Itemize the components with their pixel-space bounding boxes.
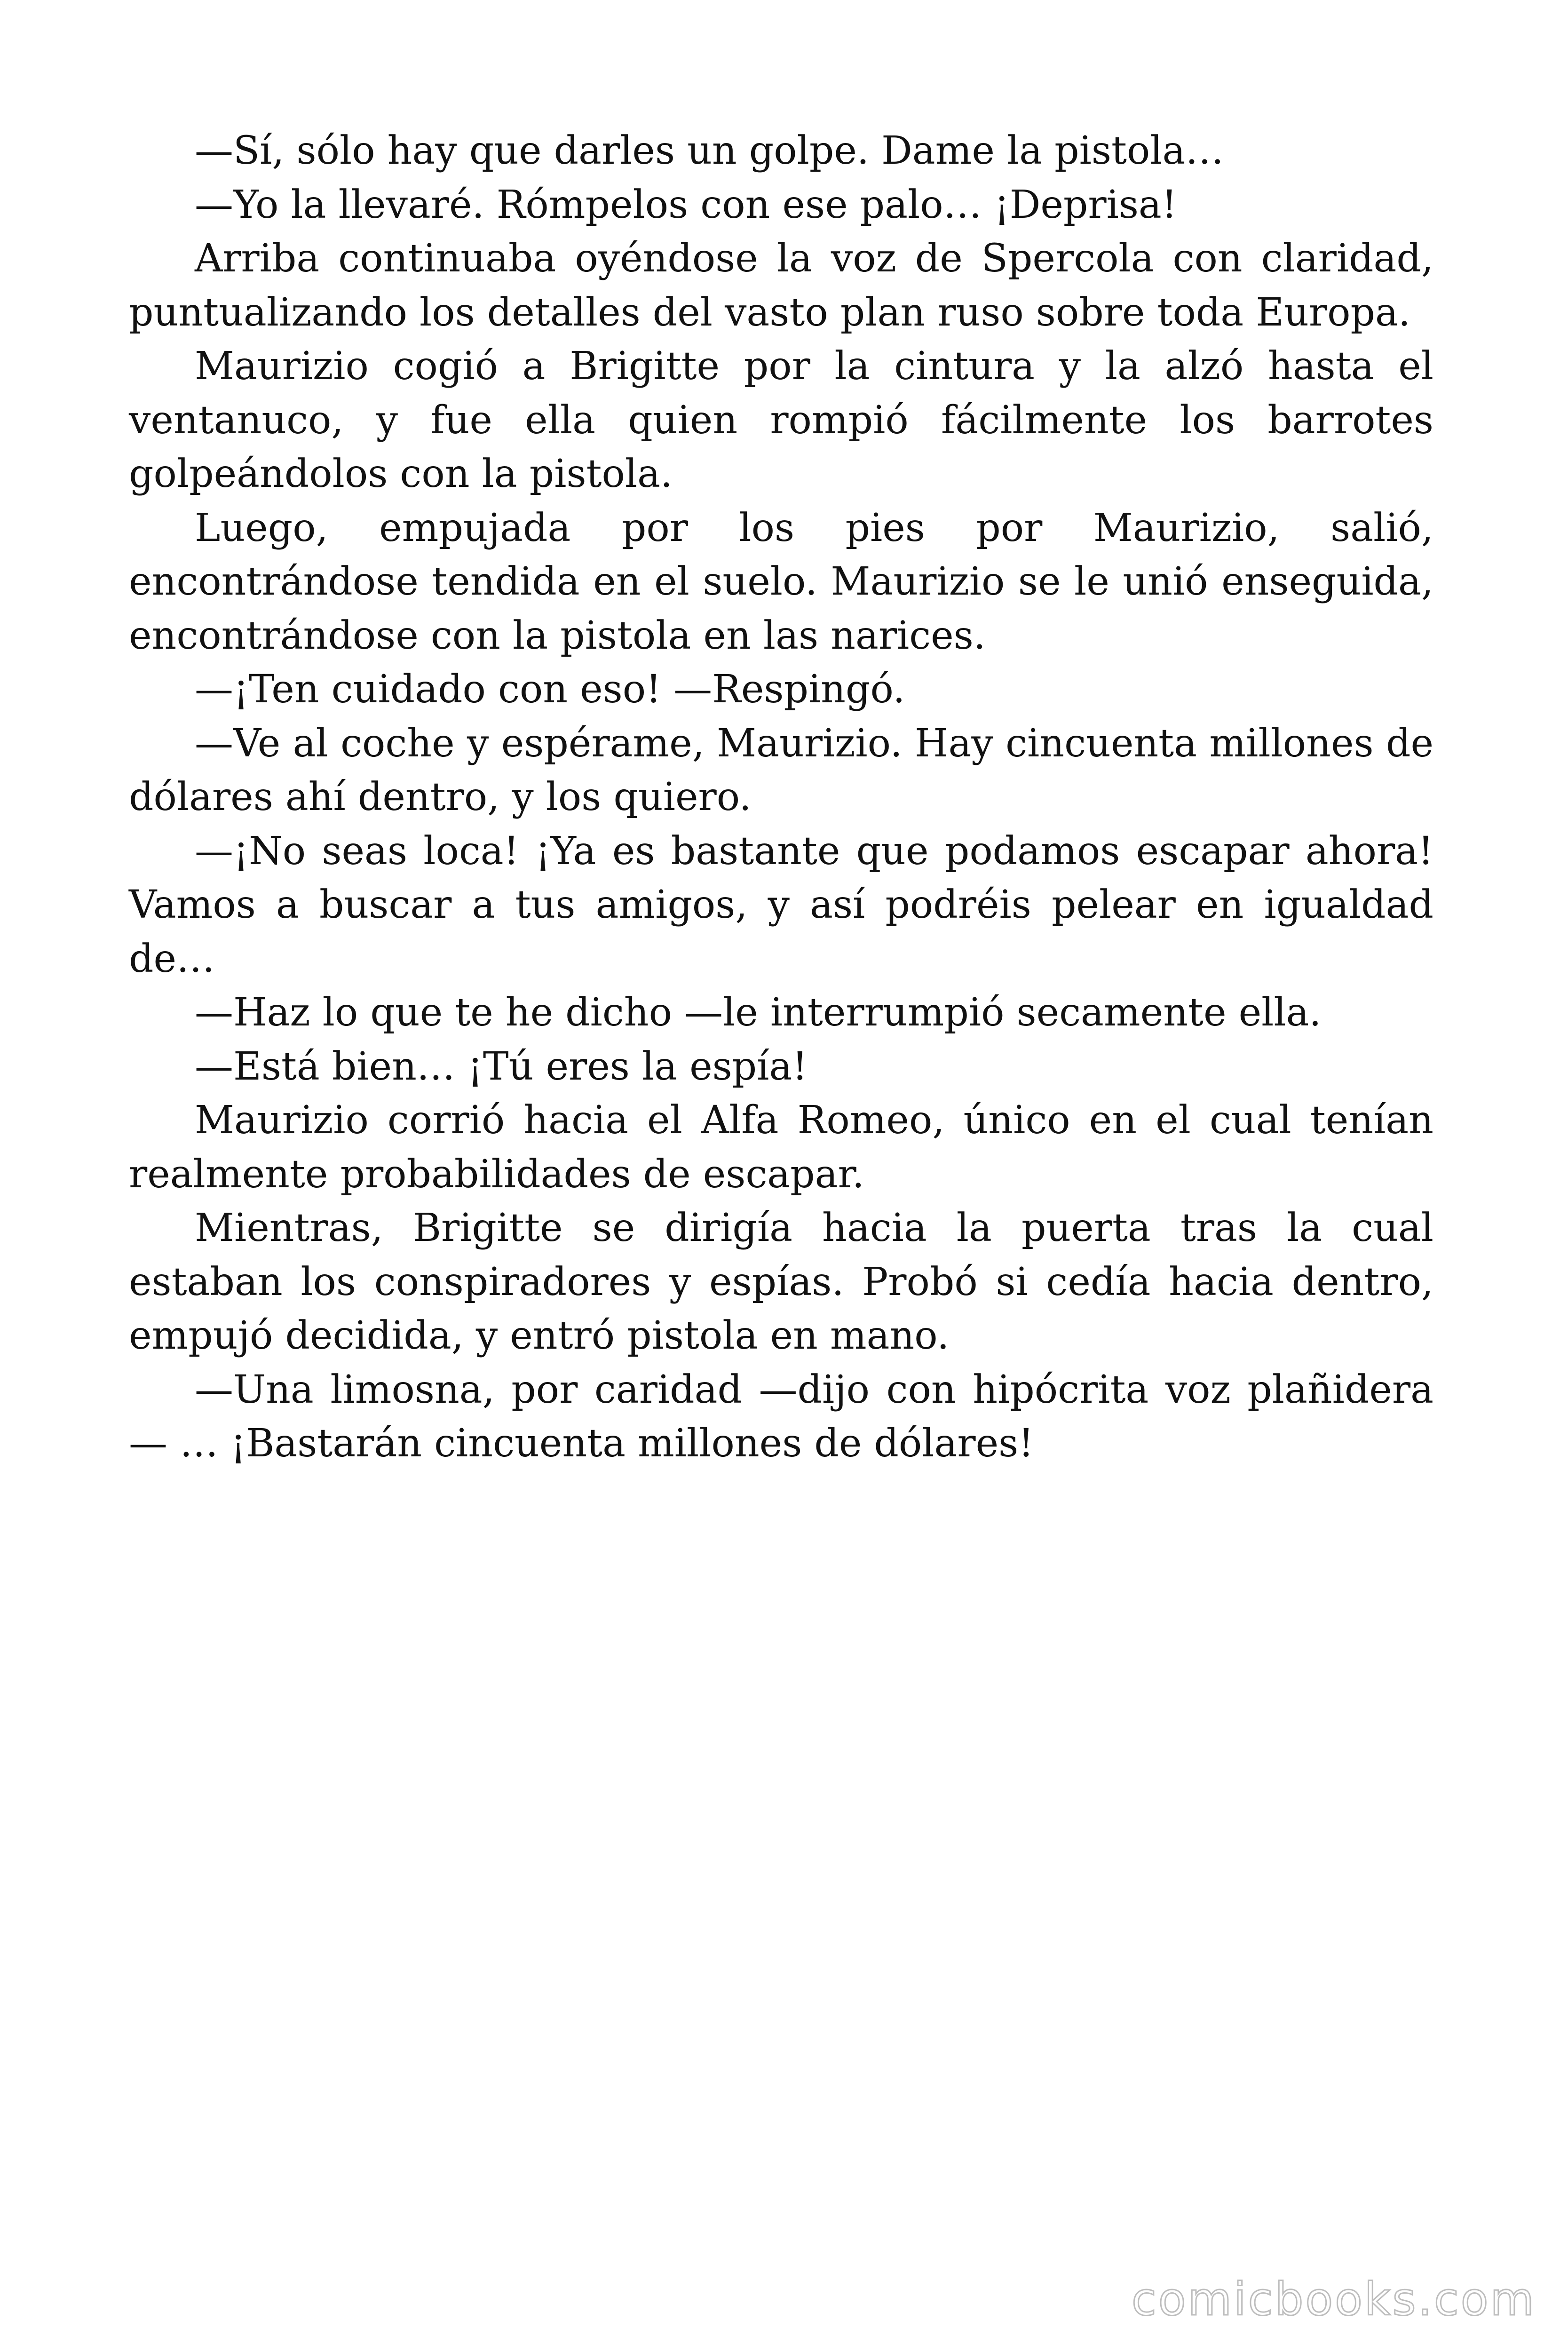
paragraph-5: Luego, empujada por los pies por Maurizio, salió, encontrándose tendida en el suelo. Maurizio se le unió enseguida, encontrándose con la pistola en las narices.: [129, 505, 1433, 658]
paragraph-7: —Ve al coche y espérame, Maurizio. Hay cincuenta millones de dólares ahí dentro, y los quiero.: [129, 721, 1433, 819]
paragraph-13: —Una limosna, por caridad —dijo con hipócrita voz plañidera— … ¡Bastarán cincuenta millones de dólares!: [129, 1367, 1433, 1466]
paragraph-1: —Sí, sólo hay que darles un golpe. Dame la pistola…: [195, 128, 1224, 173]
paragraph-3: Arriba continuaba oyéndose la voz de Spercola con claridad, puntualizando los detalles del vasto plan ruso sobre toda Europa.: [129, 236, 1433, 335]
paragraph-9: —Haz lo que te he dicho —le interrumpió secamente ella.: [195, 990, 1322, 1035]
paragraph-6: —¡Ten cuidado con eso! —Respingó.: [195, 667, 905, 712]
paragraph-11: Maurizio corrió hacia el Alfa Romeo, único en el cual tenían realmente probabilidades de escapar.: [129, 1098, 1433, 1197]
paragraph-10: —Está bien… ¡Tú eres la espía!: [195, 1044, 808, 1089]
paragraph-12: Mientras, Brigitte se dirigía hacia la puerta tras la cual estaban los conspiradores y espías. Probó si cedía hacia dentro, empujó decidida, y entró pistola en mano.: [129, 1206, 1433, 1358]
watermark-text: comicbooks.com: [1131, 2273, 1536, 2326]
body-text: [129, 124, 1433, 1471]
paragraph-4: Maurizio cogió a Brigitte por la cintura y la alzó hasta el ventanuco, y fue ella quien rompió fácilmente los barrotes golpeándolos con la pistola.: [129, 344, 1433, 496]
paragraph-8: —¡No seas loca! ¡Ya es bastante que podamos escapar ahora! Vamos a buscar a tus amigos, y así podréis pelear en igualdad de…: [129, 828, 1433, 981]
paragraph-2: —Yo la llevaré. Rómpelos con ese palo… ¡Deprisa!: [195, 182, 1177, 227]
